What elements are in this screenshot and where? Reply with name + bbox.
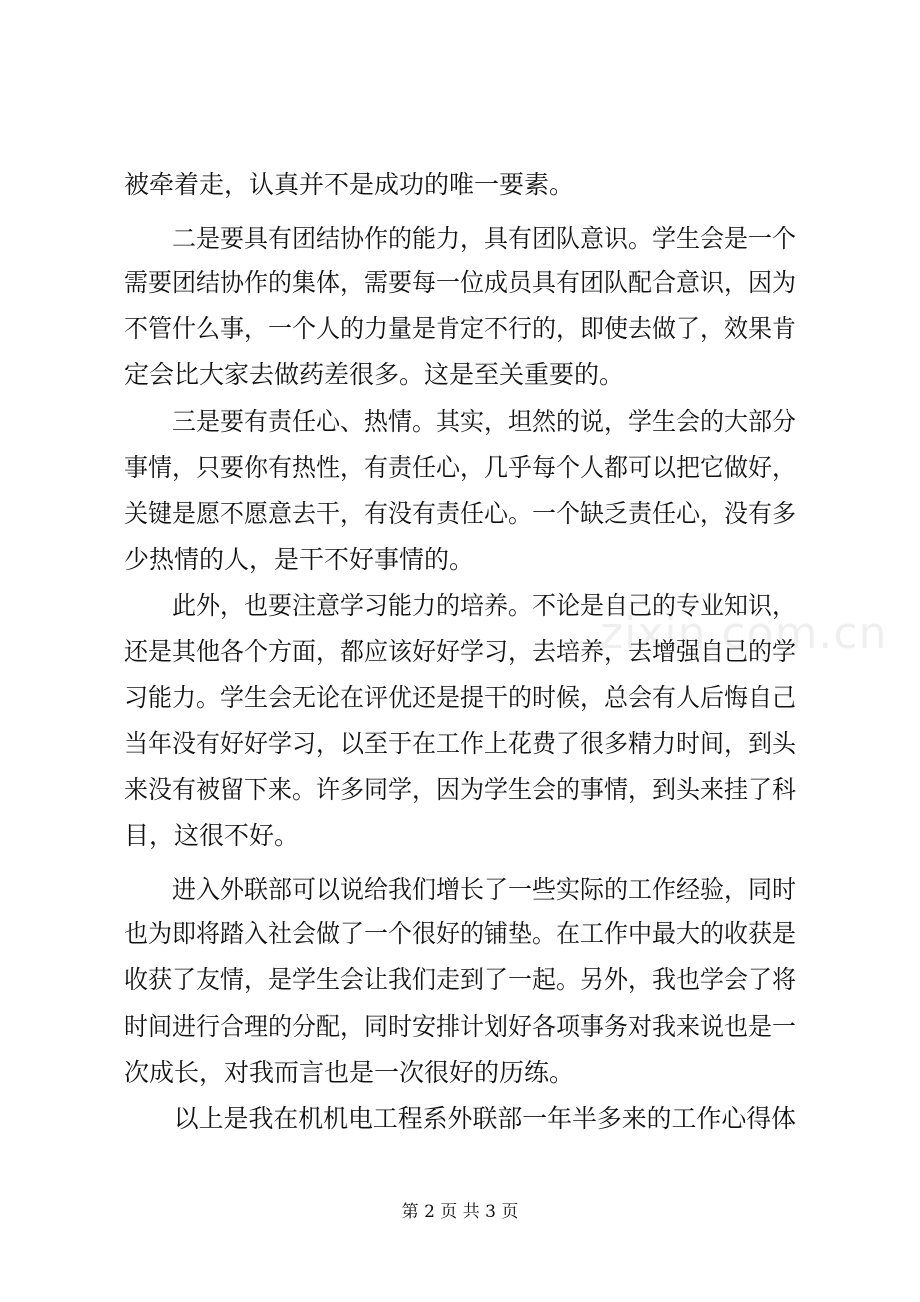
text-line: 收获了友情，是学生会让我们走到了一起。另外，我也学会了将 <box>124 965 797 994</box>
text-line: 定会比大家去做药差很多。这是至关重要的。 <box>124 360 625 389</box>
text-line: 次成长，对我而言也是一次很好的历练。 <box>124 1058 575 1087</box>
text-line: 进入外联部可以说给我们增长了一些实际的工作经验，同时 <box>124 875 797 904</box>
text-line: 以上是我在机机电工程系外联部一年半多来的工作心得体 <box>124 1104 797 1133</box>
text-line: 也为即将踏入社会做了一个很好的铺垫。在工作中最大的收获是 <box>124 919 797 948</box>
text-line: 事情，只要你有热性，有责任心，几乎每个人都可以把它做好， <box>124 453 797 482</box>
text-line: 时间进行合理的分配，同时安排计划好各项事务对我来说也是一 <box>124 1012 797 1041</box>
text-line: 此外，也要注意学习能力的培养。不论是自己的专业知识， <box>124 591 797 620</box>
text-line: 当年没有好好学习，以至于在工作上花费了很多精力时间，到头 <box>124 729 797 758</box>
watermark: zixin.com.cn <box>600 608 888 659</box>
text-line: 关键是愿不愿意去干，有没有责任心。一个缺乏责任心，没有多 <box>124 499 797 528</box>
text-line: 二是要具有团结协作的能力，具有团队意识。学生会是一个 <box>124 224 797 253</box>
text-line: 不管什么事，一个人的力量是肯定不行的，即使去做了，效果肯 <box>124 314 797 343</box>
text-line: 习能力。学生会无论在评优还是提干的时候，总会有人后悔自己 <box>124 683 797 712</box>
text-line: 来没有被留下来。许多同学，因为学生会的事情，到头来挂了科 <box>124 775 797 804</box>
page-footer: 第 2 页 共 3 页 <box>401 1202 519 1222</box>
text-line: 目，这很不好。 <box>124 821 300 850</box>
text-line: 还是其他各个方面，都应该好好学习，去培养，去增强自己的学 <box>124 637 797 666</box>
text-line: 少热情的人，是干不好事情的。 <box>124 545 475 574</box>
text-line: 需要团结协作的集体，需要每一位成员具有团队配合意识，因为 <box>124 268 797 297</box>
text-line: 被牵着走，认真并不是成功的唯一要素。 <box>124 170 575 199</box>
text-line: 三是要有责任心、热情。其实，坦然的说，学生会的大部分 <box>124 407 797 436</box>
